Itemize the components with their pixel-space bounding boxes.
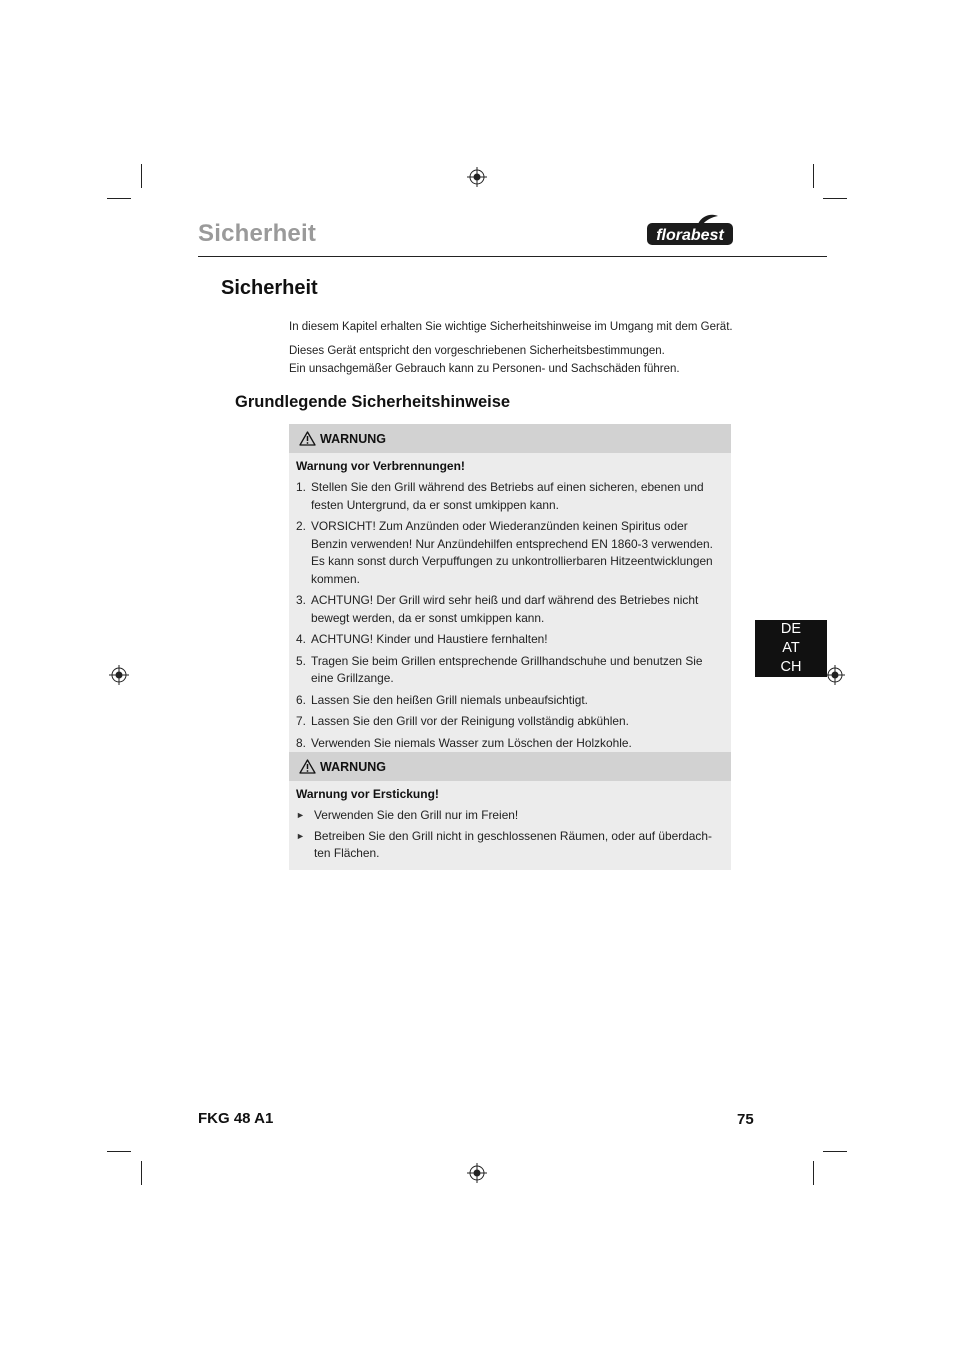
registration-mark-icon [825,665,845,685]
list-item: ► Verwenden Sie den Grill nur im Freien! [296,807,724,825]
list-item: 8. Verwenden Sie niemals Wasser zum Löschen der Holzkohle. [296,735,632,750]
crop-mark [141,164,142,188]
intro-paragraph: Dieses Gerät entspricht den vorgeschriebenen Sicherheitsbestimmungen. [289,345,665,357]
section-title: Sicherheit [221,277,318,299]
list-item: 5. Tragen Sie beim Grillen entsprechende Grillhandschuhe und benutzen Sie eine Grillzange. [296,653,703,685]
warning-box-burns [289,424,731,760]
bullet-arrow-icon: ► [296,830,305,841]
warning-header [289,424,731,453]
warning-subtitle: Warnung vor Erstickung! [296,787,439,801]
intro-paragraph: Ein unsachgemäßer Gebrauch kann zu Personen- und Sachschäden führen. [289,363,680,375]
warning-triangle-icon [299,759,316,774]
header-rule [198,256,827,257]
page-number: 75 [737,1111,754,1128]
list-item: 3. ACHTUNG! Der Grill wird sehr heiß und darf während des Betriebes nicht bewegt werden, da er sonst umkippen kann. [296,593,699,625]
florabest-logo [646,213,734,247]
subsection-title: Grundlegende Sicherheitshinweise [235,393,511,411]
warning-triangle-icon [299,431,316,446]
warning-list [289,807,731,870]
warning-label: WARNUNG [320,431,386,446]
warning-box-suffocation [289,752,731,870]
language-code: DE [780,621,802,637]
crop-mark [141,1161,142,1185]
language-code: CH [780,659,802,675]
crop-mark [823,1151,847,1152]
registration-mark-icon [467,1163,487,1183]
crop-mark [823,198,847,199]
list-item: ► Betreiben Sie den Grill nicht in geschlossenen Räumen, oder auf überdach- ten Flächen. [296,828,724,863]
registration-mark-icon [467,167,487,187]
footer-model: FKG 48 A1 [198,1110,274,1127]
warning-label: WARNUNG [320,759,386,774]
list-item: 7. Lassen Sie den Grill vor der Reinigung vollständig abkühlen. [296,714,629,728]
warning-subtitle: Warnung vor Verbrennungen! [296,459,465,473]
crop-mark [813,164,814,188]
crop-mark [107,1151,131,1152]
svg-text:florabest: florabest [656,227,724,244]
language-code: AT [782,640,800,656]
warning-list [289,479,731,760]
language-tab [755,620,827,677]
registration-mark-icon [109,665,129,685]
crop-mark [107,198,131,199]
bullet-arrow-icon: ► [296,810,305,820]
list-item: 1. Stellen Sie den Grill während des Betriebs auf einen sicheren, ebenen und festen Untergrund, da er sonst umkippen kann. [296,480,704,512]
warning-header [289,752,731,781]
intro-paragraph: In diesem Kapitel erhalten Sie wichtige Sicherheitshinweise im Umgang mit dem Gerät. [289,321,733,333]
header-title: Sicherheit [198,220,317,247]
list-item: 4. ACHTUNG! Kinder und Haustiere fernhalten! [296,632,548,646]
crop-mark [813,1161,814,1185]
list-item: 2. VORSICHT! Zum Anzünden oder Wiederanzünden keinen Spiritus oder Benzin verwenden! Nur Anzündehilfen entsprechend EN 1860-3 verwenden. Es kann sonst durch Verpuffungen zu unkontrollierbaren Hitzeentwicklungen kommen. [296,519,713,586]
list-item: 6. Lassen Sie den heißen Grill niemals unbeaufsichtigt. [296,692,588,707]
